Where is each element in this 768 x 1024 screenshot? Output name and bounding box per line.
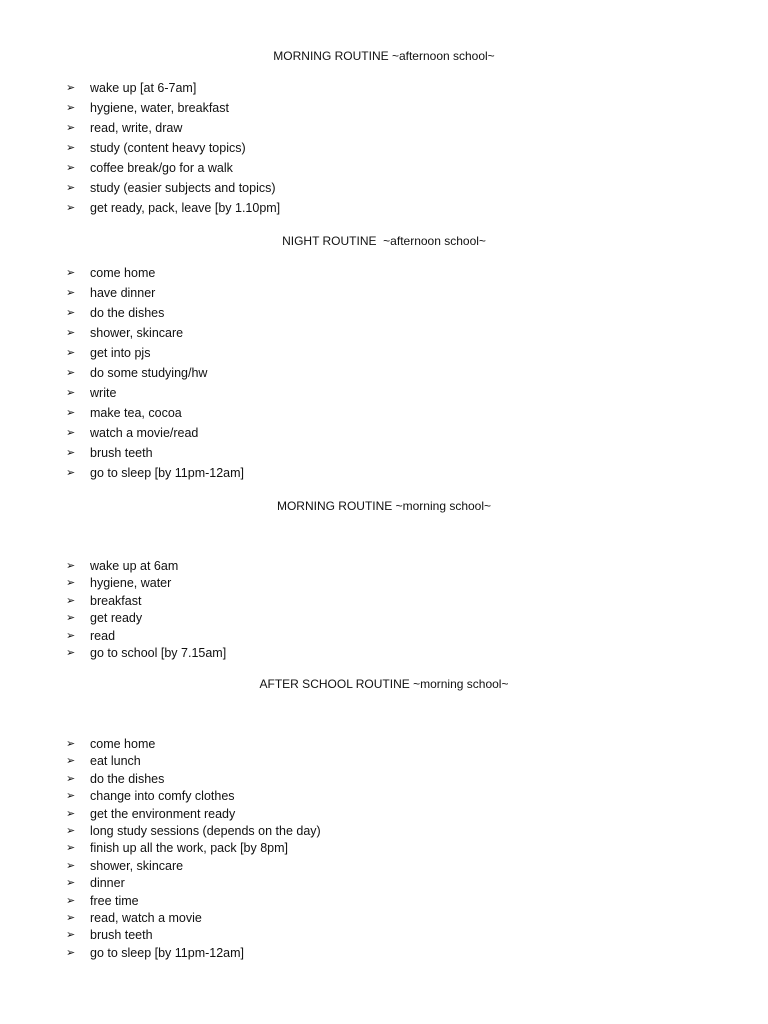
arrowhead-bullet-icon: ➢ bbox=[66, 82, 76, 94]
list-night-afternoon bbox=[66, 263, 244, 483]
list-item: ➢ dinner bbox=[66, 875, 321, 892]
arrowhead-bullet-icon: ➢ bbox=[66, 102, 76, 114]
list-item: ➢ study (easier subjects and topics) bbox=[66, 178, 280, 198]
arrowhead-bullet-icon: ➢ bbox=[66, 367, 76, 379]
arrowhead-bullet-icon: ➢ bbox=[66, 327, 76, 339]
list-item: ➢ coffee break/go for a walk bbox=[66, 158, 280, 178]
list-item: ➢ read, watch a movie bbox=[66, 910, 321, 927]
arrowhead-bullet-icon: ➢ bbox=[66, 755, 76, 768]
arrowhead-bullet-icon: ➢ bbox=[66, 929, 76, 942]
section-title-morning-afternoon: MORNING ROUTINE ~afternoon school~ bbox=[273, 49, 495, 63]
list-item: ➢ go to school [by 7.15am] bbox=[66, 645, 226, 662]
arrowhead-bullet-icon: ➢ bbox=[66, 738, 76, 750]
arrowhead-bullet-icon: ➢ bbox=[66, 287, 76, 299]
arrowhead-bullet-icon: ➢ bbox=[66, 911, 76, 924]
arrowhead-bullet-icon: ➢ bbox=[66, 790, 76, 803]
list-item: ➢ do some studying/hw bbox=[66, 363, 244, 383]
arrowhead-bullet-icon: ➢ bbox=[66, 467, 76, 479]
section-title-after-school-morning: AFTER SCHOOL ROUTINE ~morning school~ bbox=[259, 677, 509, 691]
list-item: ➢ watch a movie/read bbox=[66, 423, 244, 443]
arrowhead-bullet-icon: ➢ bbox=[66, 842, 76, 855]
list-item: ➢ get into pjs bbox=[66, 343, 244, 363]
list-item: ➢ do the dishes bbox=[66, 303, 244, 323]
list-item: ➢ come home bbox=[66, 736, 321, 753]
list-item: ➢ get ready, pack, leave [by 1.10pm] bbox=[66, 198, 280, 218]
list-morning-afternoon bbox=[66, 78, 280, 218]
list-item: ➢ brush teeth bbox=[66, 927, 321, 944]
list-item: ➢ go to sleep [by 11pm-12am] bbox=[66, 945, 321, 962]
list-item: ➢ get the environment ready bbox=[66, 806, 321, 823]
arrowhead-bullet-icon: ➢ bbox=[66, 202, 76, 214]
arrowhead-bullet-icon: ➢ bbox=[66, 407, 76, 419]
arrowhead-bullet-icon: ➢ bbox=[66, 646, 76, 659]
arrowhead-bullet-icon: ➢ bbox=[66, 894, 76, 907]
arrowhead-bullet-icon: ➢ bbox=[66, 447, 76, 459]
list-morning-morning bbox=[66, 558, 226, 662]
list-item: ➢ study (content heavy topics) bbox=[66, 138, 280, 158]
arrowhead-bullet-icon: ➢ bbox=[66, 946, 76, 959]
list-item: ➢ get ready bbox=[66, 610, 226, 627]
list-item: ➢ have dinner bbox=[66, 283, 244, 303]
list-item: ➢ read bbox=[66, 628, 226, 645]
list-item: ➢ come home bbox=[66, 263, 244, 283]
arrowhead-bullet-icon: ➢ bbox=[66, 427, 76, 439]
arrowhead-bullet-icon: ➢ bbox=[66, 824, 76, 837]
arrowhead-bullet-icon: ➢ bbox=[66, 807, 76, 820]
list-item: ➢ finish up all the work, pack [by 8pm] bbox=[66, 840, 321, 857]
section-title-night-afternoon: NIGHT ROUTINE ~afternoon school~ bbox=[282, 234, 486, 248]
list-item: ➢ eat lunch bbox=[66, 753, 321, 770]
arrowhead-bullet-icon: ➢ bbox=[66, 347, 76, 359]
list-item: ➢ do the dishes bbox=[66, 771, 321, 788]
arrowhead-bullet-icon: ➢ bbox=[66, 577, 76, 590]
arrowhead-bullet-icon: ➢ bbox=[66, 162, 76, 174]
arrowhead-bullet-icon: ➢ bbox=[66, 859, 76, 872]
arrowhead-bullet-icon: ➢ bbox=[66, 877, 76, 890]
list-item: ➢ wake up at 6am bbox=[66, 558, 226, 575]
arrowhead-bullet-icon: ➢ bbox=[66, 629, 76, 642]
list-item: ➢ make tea, cocoa bbox=[66, 403, 244, 423]
arrowhead-bullet-icon: ➢ bbox=[66, 594, 76, 607]
list-item: ➢ wake up [at 6-7am] bbox=[66, 78, 280, 98]
arrowhead-bullet-icon: ➢ bbox=[66, 772, 76, 785]
arrowhead-bullet-icon: ➢ bbox=[66, 387, 76, 399]
list-item: ➢ free time bbox=[66, 893, 321, 910]
list-item: ➢ hygiene, water, breakfast bbox=[66, 98, 280, 118]
arrowhead-bullet-icon: ➢ bbox=[66, 142, 76, 154]
section-title-morning-morning: MORNING ROUTINE ~morning school~ bbox=[276, 499, 492, 513]
list-item: ➢ long study sessions (depends on the day) bbox=[66, 823, 321, 840]
list-item: ➢ write bbox=[66, 383, 244, 403]
list-item: ➢ read, write, draw bbox=[66, 118, 280, 138]
list-item: ➢ change into comfy clothes bbox=[66, 788, 321, 805]
arrowhead-bullet-icon: ➢ bbox=[66, 122, 76, 134]
list-item: ➢ brush teeth bbox=[66, 443, 244, 463]
arrowhead-bullet-icon: ➢ bbox=[66, 307, 76, 319]
list-item: ➢ breakfast bbox=[66, 593, 226, 610]
arrowhead-bullet-icon: ➢ bbox=[66, 612, 76, 625]
arrowhead-bullet-icon: ➢ bbox=[66, 560, 76, 572]
list-item: ➢ shower, skincare bbox=[66, 858, 321, 875]
list-item: ➢ go to sleep [by 11pm-12am] bbox=[66, 463, 244, 483]
list-after-school-morning bbox=[66, 736, 321, 962]
arrowhead-bullet-icon: ➢ bbox=[66, 267, 76, 279]
list-item: ➢ shower, skincare bbox=[66, 323, 244, 343]
list-item: ➢ hygiene, water bbox=[66, 575, 226, 592]
arrowhead-bullet-icon: ➢ bbox=[66, 182, 76, 194]
